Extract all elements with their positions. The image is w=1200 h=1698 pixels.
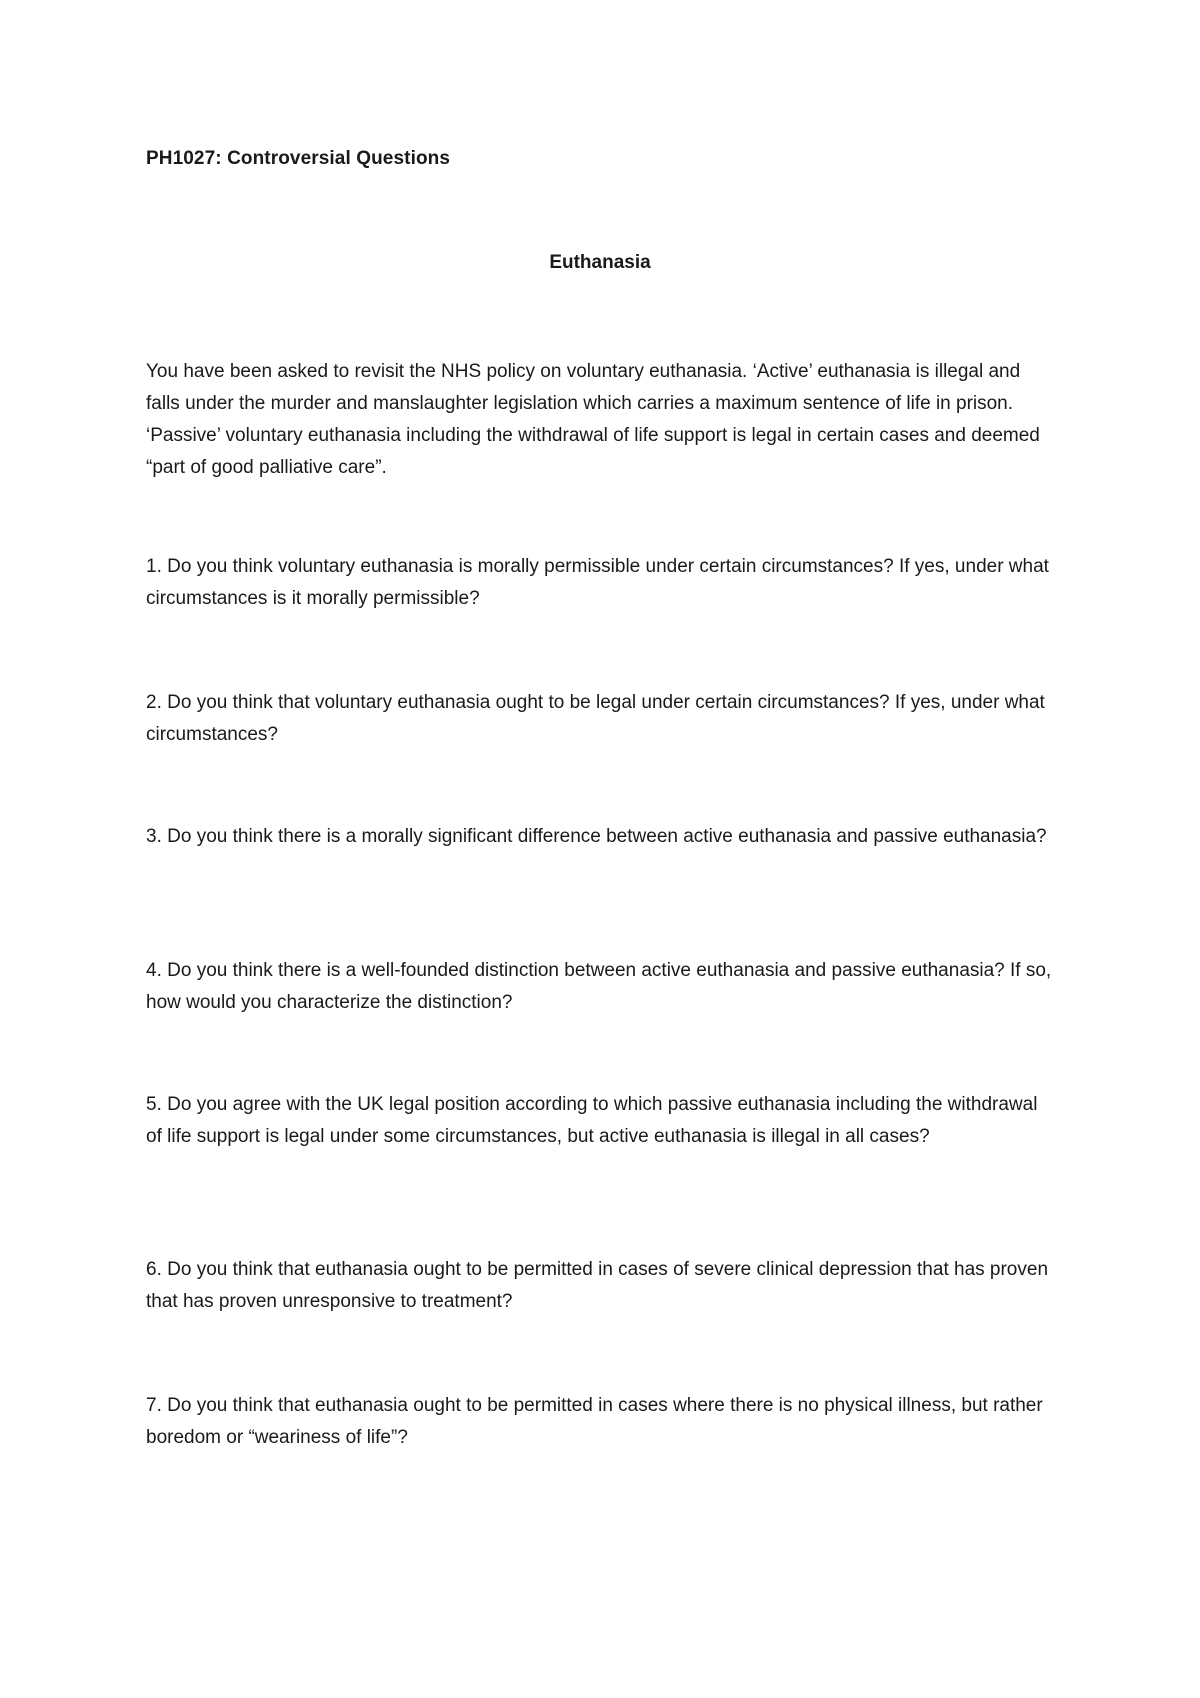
question-2-text: Do you think that voluntary euthanasia ought to be legal under certain circumstances? If yes, under what circumstances? [146, 692, 1045, 745]
question-3-number: 3. [146, 826, 162, 847]
question-5 [146, 1089, 1056, 1153]
question-1-text: Do you think voluntary euthanasia is morally permissible under certain circumstances? If yes, under what circumstances is it morally permissible? [146, 556, 1049, 609]
question-2-number: 2. [146, 692, 162, 713]
question-5-number: 5. [146, 1094, 162, 1115]
question-5-text: Do you agree with the UK legal position according to which passive euthanasia including the withdrawal of life support is legal under some circumstances, but active euthanasia is illegal in all cases? [146, 1094, 1038, 1147]
intro-paragraph: You have been asked to revisit the NHS policy on voluntary euthanasia. ‘Active’ euthanasia is illegal and falls under the murder and manslaughter legislation which carries a maximum sentence of life in prison. ‘Passive’ voluntary euthanasia including the withdrawal of life support is legal in certain cases and deemed “part of good palliative care”. [146, 361, 1040, 478]
question-7-number: 7. [146, 1395, 162, 1416]
question-7 [146, 1390, 1056, 1454]
question-7-text: Do you think that euthanasia ought to be permitted in cases where there is no physical illness, but rather boredom or “weariness of life”? [146, 1395, 1043, 1448]
question-4 [146, 955, 1056, 1019]
question-4-text: Do you think there is a well-founded distinction between active euthanasia and passive euthanasia? If so, how would you characterize the distinction? [146, 960, 1052, 1013]
question-1-number: 1. [146, 556, 162, 577]
question-6-text: Do you think that euthanasia ought to be permitted in cases of severe clinical depression that has proven that has proven unresponsive to treatment? [146, 1259, 1049, 1312]
question-6 [146, 1254, 1056, 1318]
question-2 [146, 687, 1056, 751]
question-3-text: Do you think there is a morally significant difference between active euthanasia and passive euthanasia? [167, 826, 1047, 847]
question-4-number: 4. [146, 960, 162, 981]
course-title: PH1027: Controversial Questions [146, 148, 451, 169]
question-3 [146, 821, 1056, 853]
question-6-number: 6. [146, 1259, 162, 1280]
document-title: Euthanasia [549, 252, 651, 273]
question-1 [146, 551, 1056, 615]
